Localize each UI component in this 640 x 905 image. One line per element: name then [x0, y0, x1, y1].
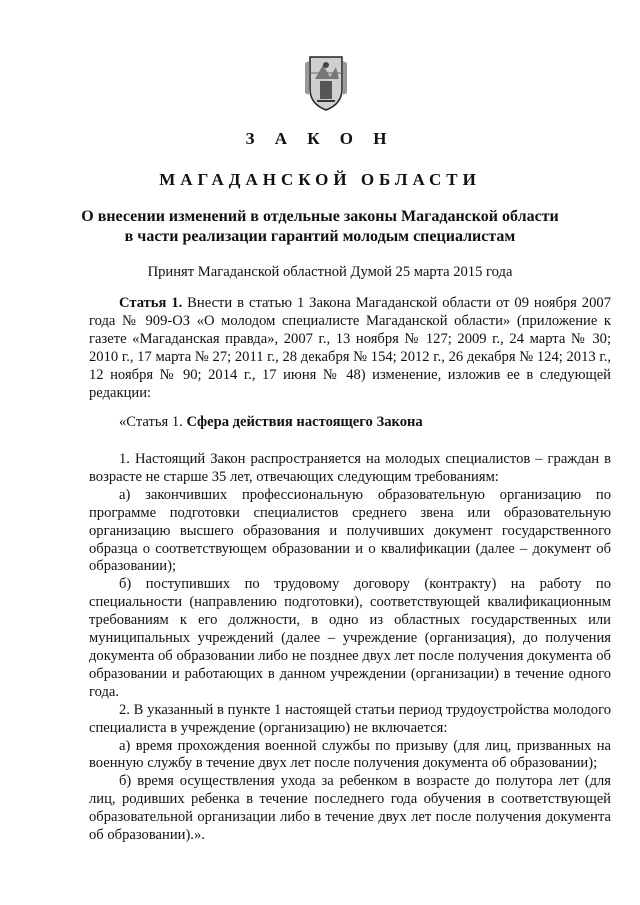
adoption-note: Принят Магаданской областной Думой 25 марта 2015 года [147, 264, 513, 280]
heading-line-2: в части реализации гарантий молодым специалистам [124, 228, 516, 245]
article-1-text: Внести в статью 1 Закона Магаданской области от 09 ноября 2007 года № 909-ОЗ «О молодом специалисте Магаданской области» (приложение к газете «Магаданская правда», 2007 г., 13 ноября № 127; 2009 г., 24 марта № 30; 2010 г., 17 марта № 27; 2011 г., 28 декабря № 154; 2012 г., 26 декабря № 124; 2013 г., 12 ноября № 90; 2014 г., 17 июня № 48) изменение, изложив ее в следующей редакции: [89, 295, 611, 401]
clause-2: 2. В указанный в пункте 1 настоящей статьи период трудоустройства молодого специалиста в учреждение (организацию) не включается: [89, 701, 611, 736]
clause-2b: б) время осуществления ухода за ребенком в возрасте до полутора лет (для лиц, родивших ребенка в течение последнего года обучения в соответствующей образовательной организации либо в течение двух лет после получения документа об образовании).». [89, 773, 611, 844]
region-title: МАГАДАНСКОЙ ОБЛАСТИ [159, 170, 481, 189]
article-1-paragraph [89, 295, 611, 402]
coat-of-arms-icon [303, 55, 349, 112]
article-1-label: Статья 1. [119, 295, 183, 311]
article-1 [89, 295, 611, 402]
law-title: З А К О Н [245, 129, 395, 148]
clause-1b: б) поступивших по трудовому договору (контракту) на работу по специальности (направлению подготовки), соответствующей квалификационным требованиям к его должности, в одно из областных государственных или муниципальных учреждений (далее – учреждение (организация), до получения документа об образовании либо не позднее двух лет после получения документа об образовании и работающих в данном учреждении (организации) в течение одного года. [89, 576, 611, 700]
clause-2a: а) время прохождения военной службы по призыву (для лиц, призванных на военную службу в течение двух лет после получения документа об образовании); [89, 737, 611, 772]
quoted-article-prefix: «Статья 1. [119, 414, 187, 430]
quoted-article-title: Сфера действия настоящего Закона [186, 414, 423, 430]
law-heading [50, 207, 590, 247]
clause-1a: а) закончивших профессиональную образовательную организацию по программе подготовки специалистов среднего звена или образовательную организацию высшего образования и получивших документ государственного образца о соответствующем образовании и о квалификации (далее – документ об образовании); [89, 486, 611, 575]
quoted-article-heading [89, 414, 611, 432]
quoted-article [89, 414, 611, 432]
clauses [89, 451, 611, 845]
heading-line-1: О внесении изменений в отдельные законы Магаданской области [81, 208, 559, 225]
clause-1: 1. Настоящий Закон распространяется на молодых специалистов – граждан в возрасте не старше 35 лет, отвечающих следующим требованиям: [89, 451, 611, 485]
